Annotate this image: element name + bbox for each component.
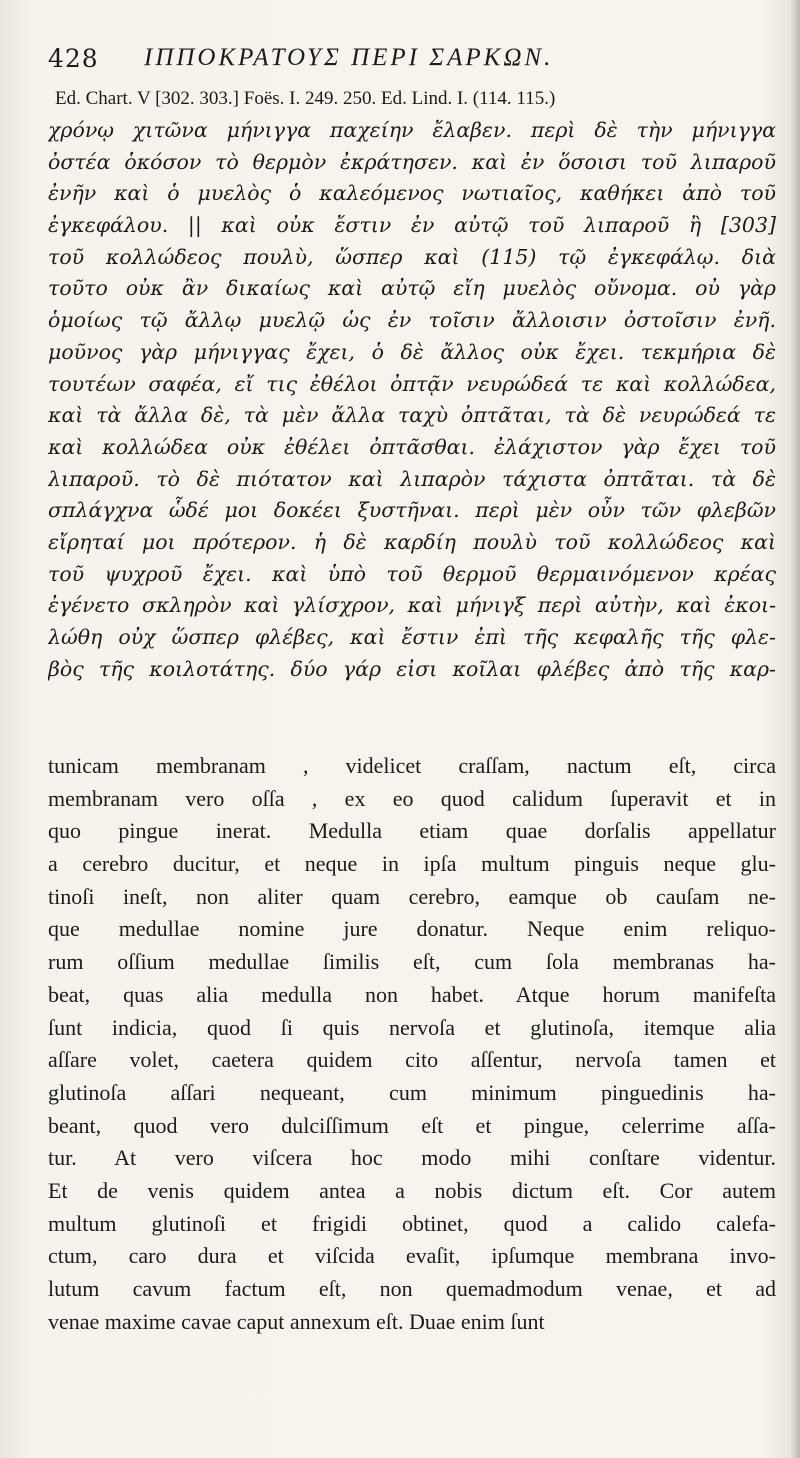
greek-line: τουτέων σαφέα, εἴ τις ἐθέλοι ὀπτᾷν νευρώδεά τε καὶ κολλώδεα,: [48, 371, 776, 396]
latin-line: ſunt indicia, quod ſi quis nervoſa et glutinoſa, itemque alia: [48, 1014, 776, 1040]
latin-line: ctum, caro dura et viſcida evaſit, ipſumque membrana invo-: [48, 1243, 776, 1269]
greek-line: λιπαροῦ. τὸ δὲ πιότατον καὶ λιπαρὸν τάχιστα ὀπτᾶται. τὰ δὲ: [48, 466, 776, 491]
greek-line: ἐγένετο σκληρὸν καὶ γλίσχρον, καὶ μήνιγξ περὶ αὐτὴν, καὶ ἐκοι-: [48, 593, 776, 618]
running-title: ΙΠΠΟΚΡΑΤΟΥΣ ΠΕΡΙ ΣΑΡΚΩΝ.: [144, 44, 554, 71]
greek-line: καὶ κολλώδεα οὐκ ἐθέλει ὀπτᾶσθαι. ἐλάχιστον γὰρ ἔχει τοῦ: [48, 434, 776, 459]
greek-line: ἐγκεφάλου. || καὶ οὐκ ἔστιν ἐν αὐτῷ τοῦ λιπαροῦ ἢ [303]: [48, 213, 776, 238]
greek-line: λώθη οὐχ ὥσπερ φλέβες, καὶ ἔστιν ἐπὶ τῆς κεφαλῆς τῆς φλε-: [48, 625, 776, 649]
page-edge-shadow: [790, 0, 800, 1458]
latin-translation-block: [48, 750, 776, 1338]
greek-line: εἴρηταί μοι πρότερον. ἡ δὲ καρδίη πουλὺ τοῦ κολλώδεος καὶ: [48, 529, 776, 554]
greek-line: τοῦτο οὐκ ἂν δικαίως καὶ αὐτῷ εἴη μυελὸς οὔνομα. οὐ γὰρ: [48, 276, 776, 301]
latin-line: Et de venis quidem antea a nobis dictum eſt. Cor autem: [48, 1177, 776, 1203]
greek-line: ὀστέα ὁκόσον τὸ θερμὸν ἐκράτησεν. καὶ ἐν ὅσοισι τοῦ λιπαροῦ: [48, 149, 776, 174]
latin-line: que medullae nomine jure donatur. Neque enim reliquo-: [48, 916, 776, 942]
latin-line: beant, quod vero dulciſſimum eſt et pingue, celerrime aſſa-: [48, 1112, 776, 1138]
latin-line: venae maxime cavae caput annexum eſt. Duae enim ſunt: [48, 1308, 545, 1334]
edition-reference-line: Ed. Chart. V [302. 303.] Foës. I. 249. 250. Ed. Lind. I. (114. 115.): [55, 88, 556, 109]
greek-line: σπλάγχνα ὧδέ μοι δοκέει ξυστῆναι. περὶ μὲν οὖν τῶν φλεβῶν: [48, 498, 776, 523]
latin-line: aſſare volet, caetera quidem cito aſſentur, nervoſa tamen et: [48, 1047, 776, 1073]
latin-line: multum glutinoſi et frigidi obtinet, quod a calido calefa-: [48, 1210, 776, 1236]
greek-text-block: [48, 115, 776, 685]
page-number: 428: [48, 44, 99, 73]
greek-line: καὶ τὰ ἄλλα δὲ, τὰ μὲν ἄλλα ταχὺ ὀπτᾶται, τὰ δὲ νευρώδεά τε: [48, 403, 776, 428]
greek-line: βὸς τῆς κοιλοτάτης. δύο γάρ εἰσι κοῖλαι φλέβες ἀπὸ τῆς καρ-: [48, 656, 776, 681]
greek-line: τοῦ κολλώδεος πουλὺ, ὥσπερ καὶ (115) τῷ ἐγκεφάλῳ. διὰ: [48, 244, 776, 269]
latin-line: quo pingue inerat. Medulla etiam quae dorſalis appellatur: [48, 818, 776, 844]
latin-line: membranam vero oſſa , ex eo quod calidum ſuperavit et in: [48, 785, 776, 811]
page-header: [48, 44, 768, 84]
latin-line: tur. At vero viſcera hoc modo mihi conſtare videntur.: [48, 1145, 776, 1171]
greek-line: τοῦ ψυχροῦ ἔχει. καὶ ὑπὸ τοῦ θερμοῦ θερμαινόμενον κρέας: [48, 561, 776, 586]
greek-line: χρόνῳ χιτῶνα μήνιγγα παχείην ἔλαβεν. περὶ δὲ τὴν μήνιγγα: [48, 118, 776, 142]
latin-line: beat, quas alia medulla non habet. Atque horum manifeſta: [48, 981, 776, 1007]
greek-line: ἐνῆν καὶ ὁ μυελὸς ὁ καλεόμενος νωτιαῖος, καθήκει ἀπὸ τοῦ: [48, 181, 776, 206]
latin-line: tinoſi ineſt, non aliter quam cerebro, eamque ob cauſam ne-: [48, 883, 776, 909]
latin-line: lutum cavum factum eſt, non quemadmodum venae, et ad: [48, 1276, 776, 1301]
latin-line: glutinoſa aſſari nequeant, cum minimum pinguedinis ha-: [48, 1079, 776, 1105]
latin-line: tunicam membranam , videlicet craſſam, nactum eſt, circa: [48, 753, 776, 778]
greek-line: ὁμοίως τῷ ἄλλῳ μυελῷ ὡς ἐν τοῖσιν ἄλλοισιν ὀστοῖσιν ἐνῆ.: [48, 308, 776, 333]
latin-line: rum oſſium medullae ſimilis eſt, cum ſola membranas ha-: [48, 949, 776, 975]
latin-line: a cerebro ducitur, et neque in ipſa multum pinguis neque glu-: [48, 851, 776, 877]
greek-line: μοῦνος γὰρ μήνιγγας ἔχει, ὁ δὲ ἄλλος οὐκ ἔχει. τεκμήρια δὲ: [48, 339, 776, 364]
